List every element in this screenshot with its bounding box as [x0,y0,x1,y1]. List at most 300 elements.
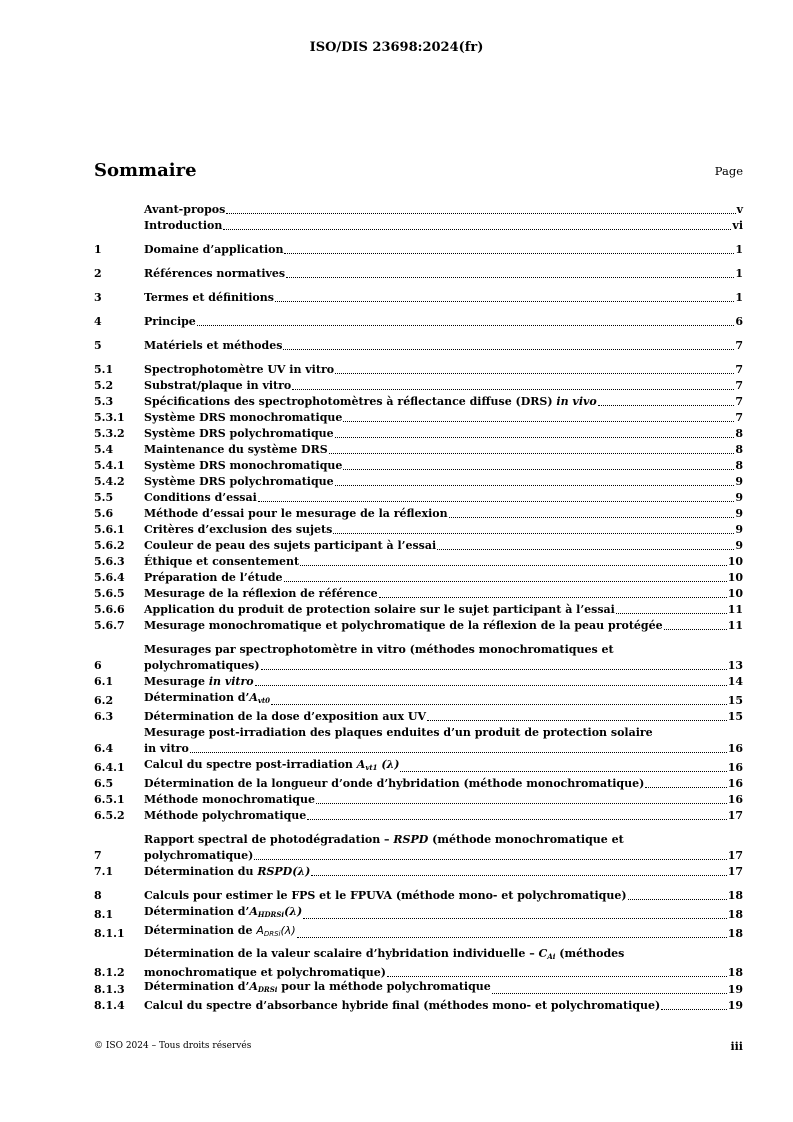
entry-label-text: Mesurage de la réflexion de référence [144,587,378,600]
entry-label [144,459,342,473]
entry-label [144,905,302,922]
dot-leader [255,685,727,686]
entry-page-number: 17 [727,849,743,862]
entry-label-italic: RSPD [393,833,429,846]
entry-label [144,619,663,633]
dot-leader [284,581,727,582]
entry-label [144,411,342,425]
dot-leader [271,704,727,705]
entry-label [144,363,334,377]
page-title: Sommaire [94,160,197,181]
dot-leader [400,771,726,772]
entry-label [144,675,254,689]
entry-body [144,691,743,708]
entry-page-number: 15 [727,710,743,723]
entry-line-1 [144,947,743,964]
entry-page-number: 9 [735,475,743,488]
entry-body [144,924,743,941]
entry-symbol-subscript: vt0 [257,696,271,705]
entry-page-number: 10 [727,587,743,600]
entry-symbol: A [249,905,258,918]
entry-number: 8.1.4 [94,999,125,1012]
entry-label-text: Calcul du spectre d’absorbance hybride final (méthodes mono- et polychromatique) [144,999,661,1012]
table-of-contents [94,203,743,1013]
entry-body [144,475,743,489]
entry-line-2 [144,659,743,673]
toc-entry[interactable] [94,980,743,997]
entry-label [144,219,222,233]
entry-body [144,411,743,425]
toc-entry[interactable] [94,507,743,521]
entry-label-continued: polychromatique) [144,849,254,862]
entry-symbol-tail: (λ) [284,905,303,918]
entry-number: 8.1.1 [94,927,125,940]
dot-leader [437,549,734,550]
entry-label-text: Mesurage post-irradiation des plaques enduites d’un produit de protection solaire [144,726,653,739]
toc-entry[interactable] [94,395,743,409]
toc-entry[interactable] [94,443,743,457]
footer-page-number: iii [730,1040,743,1053]
entry-label [144,539,436,553]
toc-entry[interactable] [94,691,743,708]
entry-line-2 [144,966,743,980]
dot-leader [283,349,734,350]
toc-entry[interactable] [94,726,743,756]
entry-body [144,603,743,617]
entry-body [144,710,743,724]
toc-entry[interactable] [94,643,743,673]
entry-line-1 [144,726,743,740]
entry-number: 2 [94,267,102,280]
entry-label-text: Système DRS polychromatique [144,475,334,488]
entry-math-subscript: DRSi [263,930,281,938]
dot-leader [343,421,734,422]
toc-entry[interactable] [94,555,743,569]
toc-entry[interactable] [94,675,743,689]
entry-label-text: Détermination du [144,865,254,878]
entry-label-continued: in vitro [144,742,189,755]
toc-entry[interactable] [94,491,743,505]
entry-page-number: vi [732,219,743,232]
entry-body [144,363,743,377]
entry-body [144,539,743,553]
entry-label-text: Spécifications des spectrophotomètres à réflectance diffuse (DRS) [144,395,553,408]
dot-leader [297,937,727,938]
dot-leader [387,976,727,977]
toc-entry[interactable] [94,603,743,617]
entry-label-text: Domaine d’application [144,243,284,256]
page-column-label: Page [714,164,743,178]
entry-label-text: Spectrophotomètre UV in vitro [144,363,335,376]
entry-label-text: Introduction [144,219,223,232]
entry-body [144,267,743,281]
entry-label [144,475,334,489]
entry-label-text: Maintenance du système DRS [144,443,328,456]
entry-body [144,980,743,997]
entry-label-text: Conditions d’essai [144,491,257,504]
entry-label-text: Références normatives [144,267,286,280]
entry-page-number: 9 [735,507,743,520]
toc-entry[interactable] [94,571,743,585]
entry-body [144,243,743,257]
toc-entry[interactable] [94,267,743,281]
entry-number: 5.4.2 [94,475,125,488]
entry-label-after: (méthode monochromatique et [428,833,624,846]
document-id-header: ISO/DIS 23698:2024(fr) [309,40,484,55]
dot-leader [449,517,735,518]
entry-label-continued: polychromatiques) [144,659,260,672]
entry-label [144,777,644,791]
entry-label [144,571,283,585]
entry-label [144,710,426,724]
toc-entry[interactable] [94,924,743,941]
entry-page-number: 11 [727,619,743,632]
entry-label [144,315,196,329]
entry-page-number: 18 [727,966,743,979]
entry-symbol-subscript: Ai [547,952,556,961]
entry-number: 5.6.7 [94,619,125,632]
entry-body [144,889,743,903]
entry-label-text: Mesurages par spectrophotomètre in vitro (méthodes monochromatiques et [144,643,614,656]
entry-number: 5.6.6 [94,603,125,616]
entry-label-text: Rapport spectral de photodégradation – [144,833,390,846]
toc-entry[interactable] [94,203,743,217]
entry-label-text: Substrat/plaque in vitro [144,379,292,392]
dot-leader [311,875,726,876]
entry-page-number: 13 [727,659,743,672]
entry-body [144,523,743,537]
toc-entry[interactable] [94,459,743,473]
entry-page-number: 16 [727,777,743,790]
entry-number: 6.5.2 [94,809,125,822]
entry-symbol: A [249,691,258,704]
entry-label-text: Mesurage [144,675,205,688]
entry-symbol: C [538,947,548,960]
dot-leader [300,565,727,566]
entry-number: 5.5 [94,491,114,504]
entry-label-italic: RSPD(λ) [257,865,311,878]
entry-label [144,427,334,441]
entry-label-text: Méthode d’essai pour le mesurage de la réflexion [144,507,448,520]
entry-page-number: 9 [735,539,743,552]
dot-leader [275,301,734,302]
entry-page-number: 8 [735,427,743,440]
entry-body [144,395,743,409]
entry-number: 6.5 [94,777,114,790]
entry-body [144,291,743,305]
entry-two-line [144,726,743,756]
toc-entry[interactable] [94,539,743,553]
toc-entry[interactable] [94,905,743,922]
entry-line-1 [144,833,743,847]
toc-entry[interactable] [94,793,743,807]
toc-entry[interactable] [94,587,743,601]
entry-body [144,809,743,823]
entry-label-text: Détermination de [144,924,253,937]
toc-entry[interactable] [94,339,743,353]
entry-body [144,427,743,441]
entry-label-text: Détermination de la dose d’exposition aux UV [144,710,427,723]
entry-number: 7.1 [94,865,114,878]
entry-number: 5.2 [94,379,114,392]
entry-body [144,379,743,393]
toc-entry[interactable] [94,619,743,633]
entry-number: 6.3 [94,710,114,723]
entry-label-text: Préparation de l’étude [144,571,283,584]
entry-number: 6.4 [94,742,114,755]
entry-label [144,203,225,217]
toc-entry[interactable] [94,291,743,305]
entry-two-line [144,643,743,673]
entry-label-after: pour la méthode polychromatique [277,980,491,993]
entry-body [144,675,743,689]
entry-body [144,571,743,585]
entry-number: 5.6 [94,507,114,520]
entry-label-text: Termes et définitions [144,291,274,304]
dot-leader [335,485,735,486]
entry-body [144,587,743,601]
entry-label [144,603,615,617]
entry-symbol-tail: (λ) [377,758,400,771]
entry-symbol-subscript: HDRSi [257,910,285,919]
entry-label-italic: in vitro [208,675,254,688]
toc-entry[interactable] [94,219,743,233]
entry-symbol: A [249,980,258,993]
entry-number: 6.1 [94,675,114,688]
entry-page-number: 1 [735,243,743,256]
toc-entry[interactable] [94,777,743,791]
entry-label [144,243,283,257]
entry-body [144,203,743,217]
entry-page-number: 7 [735,411,743,424]
dot-leader [335,437,735,438]
entry-page-number: 9 [735,491,743,504]
entry-label [144,924,296,941]
entry-label-continued: monochromatique et polychromatique) [144,966,386,979]
entry-number: 6.2 [94,694,114,707]
entry-label-text: Méthode polychromatique [144,809,307,822]
entry-label [144,865,310,879]
entry-line-1 [144,643,743,657]
entry-two-line [144,947,743,980]
entry-number: 5.6.2 [94,539,125,552]
entry-page-number: 19 [727,983,743,996]
entry-number: 5 [94,339,102,352]
dot-leader [329,453,735,454]
entry-page-number: 18 [727,889,743,902]
entry-label [144,809,306,823]
entry-page-number: 8 [735,443,743,456]
entry-label-text: Détermination d’ [144,980,250,993]
entry-number: 3 [94,291,102,304]
entry-line-2 [144,849,743,863]
entry-math-tail: (λ) [280,924,296,937]
entry-label-text: Application du produit de protection solaire sur le sujet participant à l’essai [144,603,615,616]
entry-body [144,999,743,1013]
entry-label [144,889,627,903]
entry-label [144,395,597,409]
entry-two-line [144,833,743,863]
dot-leader [379,597,727,598]
entry-body [144,777,743,791]
entry-label-text: Détermination d’ [144,691,250,704]
dot-leader [197,325,735,326]
entry-number: 1 [94,243,102,256]
dot-leader [292,389,734,390]
entry-label [144,523,332,537]
dot-leader [492,993,727,994]
entry-label [144,291,274,305]
entry-number: 6.4.1 [94,761,125,774]
entry-body [144,619,743,633]
entry-number: 5.4.1 [94,459,125,472]
entry-label-text: Détermination d’ [144,905,250,918]
dot-leader [307,819,726,820]
entry-label [144,793,315,807]
toc-entry[interactable] [94,889,743,903]
dot-leader [261,669,727,670]
entry-label-text: Éthique et consentement [144,555,300,568]
entry-page-number: 14 [727,675,743,688]
entry-page-number: 7 [735,363,743,376]
entry-label-text: Mesurage monochromatique et polychromatique de la réflexion de la peau protégée [144,619,663,632]
toc-entry[interactable] [94,833,743,863]
entry-page-number: 8 [735,459,743,472]
entry-body [144,339,743,353]
entry-label [144,379,291,393]
entry-body [144,865,743,879]
toc-entry[interactable] [94,363,743,377]
entry-label-text: Détermination de la longueur d’onde d’hybridation (méthode monochromatique) [144,777,645,790]
entry-number: 8.1.2 [94,966,125,979]
entry-page-number: 1 [735,291,743,304]
entry-body [144,443,743,457]
entry-label [144,691,270,708]
toc-entry[interactable] [94,758,743,775]
entry-number: 5.1 [94,363,114,376]
entry-body [144,315,743,329]
dot-leader [664,629,727,630]
entry-body [144,793,743,807]
dot-leader [226,213,735,214]
entry-label [144,999,660,1013]
toc-entry[interactable] [94,999,743,1013]
footer-copyright: © ISO 2024 – Tous droits réservés [94,1041,252,1051]
entry-label [144,758,399,775]
toc-entry[interactable] [94,411,743,425]
toc-entry[interactable] [94,710,743,724]
entry-number: 7 [94,849,102,862]
entry-page-number: 10 [727,555,743,568]
entry-label-italic: in vivo [556,395,597,408]
toc-entry[interactable] [94,379,743,393]
entry-label [144,980,491,997]
entry-number: 8.1.3 [94,983,125,996]
dot-leader [616,613,727,614]
entry-page-number: 7 [735,395,743,408]
entry-page-number: 9 [735,523,743,536]
dot-leader [316,803,727,804]
dot-leader [286,277,734,278]
entry-page-number: 17 [727,865,743,878]
entry-body [144,459,743,473]
entry-label-text: Système DRS monochromatique [144,411,343,424]
entry-page-number: 7 [735,339,743,352]
entry-page-number: 7 [735,379,743,392]
dot-leader [645,787,726,788]
entry-number: 5.3.1 [94,411,125,424]
dot-leader [254,859,726,860]
entry-body [144,555,743,569]
entry-number: 8.1 [94,908,114,921]
entry-label-text: Système DRS monochromatique [144,459,343,472]
entry-label [144,555,299,569]
toc-entry[interactable] [94,523,743,537]
entry-page-number: 16 [727,761,743,774]
entry-page-number: 19 [727,999,743,1012]
entry-number: 5.6.4 [94,571,125,584]
entry-symbol-subscript: vt1 [365,763,378,772]
dot-leader [335,373,734,374]
entry-label [144,339,282,353]
entry-label-after: (méthodes [555,947,625,960]
dot-leader [258,501,735,502]
entry-page-number: 16 [727,742,743,755]
toc-entry[interactable] [94,947,743,980]
toc-entry[interactable] [94,475,743,489]
entry-label-text: Détermination de la valeur scalaire d’hybridation individuelle – [144,947,535,960]
entry-page-number: 18 [727,908,743,921]
toc-entry[interactable] [94,809,743,823]
entry-number: 5.3.2 [94,427,125,440]
entry-math-symbol: A [256,924,264,937]
entry-page-number: v [736,203,743,216]
entry-label-text: Calcul du spectre post-irradiation [144,758,353,771]
dot-leader [303,918,726,919]
entry-symbol: A [356,758,366,771]
entry-number: 8 [94,889,102,902]
entry-number: 5.6.5 [94,587,125,600]
dot-leader [190,752,727,753]
entry-label-text: Calculs pour estimer le FPS et le FPUVA (méthode mono- et polychromatique) [144,889,627,902]
toc-entry[interactable] [94,427,743,441]
dot-leader [223,229,731,230]
entry-body [144,491,743,505]
entry-body [144,219,743,233]
entry-label-text: Couleur de peau des sujets participant à l’essai [144,539,437,552]
entry-label [144,267,285,281]
dot-leader [343,469,734,470]
toc-entry[interactable] [94,243,743,257]
entry-label-text: Matériels et méthodes [144,339,283,352]
dot-leader [284,253,734,254]
entry-body [144,905,743,922]
entry-number: 6.5.1 [94,793,125,806]
dot-leader [598,405,735,406]
entry-label [144,443,328,457]
entry-label-text: Méthode monochromatique [144,793,315,806]
entry-page-number: 11 [727,603,743,616]
dot-leader [628,899,727,900]
entry-label [144,587,378,601]
entry-number: 6 [94,659,102,672]
entry-page-number: 15 [727,694,743,707]
entry-number: 5.3 [94,395,114,408]
toc-entry[interactable] [94,865,743,879]
entry-page-number: 6 [735,315,743,328]
toc-entry[interactable] [94,315,743,329]
dot-leader [333,533,734,534]
